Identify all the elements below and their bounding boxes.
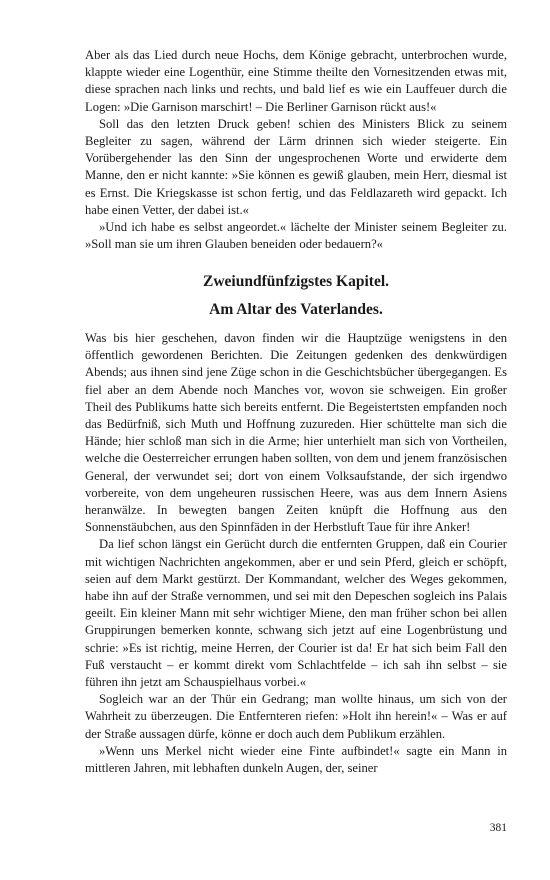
paragraph: »Wenn uns Merkel nicht wieder eine Finte aufbindet!« sagte ein Mann in mittleren Jahren, mit lebhaften dunkeln Augen, der, seiner (85, 743, 507, 776)
paragraph: Sogleich war an der Thür ein Gedrang; man wollte hinaus, um sich von der Wahrheit zu überzeugen. Die Entfernteren riefen: »Holt ihn herein!« – Was er auf der Straße aussagen dürfe, könne er doch auch dem Publikum erzählen. (85, 692, 507, 741)
paragraph: Was bis hier geschehen, davon finden wir die Hauptzüge wenigstens in den öffentlich gewordenen Berichten. Die Zeitungen gedenken des denkwürdigen Abends; aus ihnen sind jene Züge schon in die Geschichtsbücher übergegangen. Es fiel aber an dem Abende noch Manches vor, wovon sie schweigen. Ein großer Theil des Publikums hatte sich bereits entfernt. Die Begeistertsten empfanden noch das Bedürfniß, sich Muth und Hoffnung zuzureden. Hier schüttelte man sich die Hände; hier schloß man sich in die Arme; hier unterhielt man sich von Vortheilen, welche die Oesterreicher errungen haben sollten, von dem und jenem französischen General, der verwundet sei; dort von einem Volksaufstande, der sich irgendwo vorbereite, von dem ungeheuren russischen Heere, was aus dem Innern Asiens heranwälze. In bewegten bangen Zeiten knüpft die Hoffnung aus den Sonnenstäubchen, aus den Spinnfäden in der Herbstluft Taue für ihre Anker! (85, 331, 507, 535)
top-text-block (85, 47, 507, 253)
chapter-body (85, 330, 507, 777)
paragraph: Soll das den letzten Druck geben! schien des Ministers Blick zu seinem Begleiter zu sagen, während der Lärm drinnen sich wieder steigerte. Ein Vorübergehender las den Sinn der ungesprochenen Worte und erwiderte dem Manne, den er nicht kannte: »Sie können es gewiß glauben, mein Herr, diesmal ist es Ernst. Die Kriegskasse ist schon fertig, und das Feldlazareth wird gepackt. Ich habe einen Vetter, der dabei ist.« (85, 116, 507, 217)
chapter-title: Zweiundfünfzigstes Kapitel. (202, 273, 389, 290)
chapter-subtitle: Am Altar des Vaterlandes. (209, 301, 383, 318)
page-number: 381 (489, 822, 507, 834)
paragraph: Aber als das Lied durch neue Hochs, dem Könige gebracht, unterbrochen wurde, klappte wieder eine Logenthür, eine Stimme theilte den Vornesitzenden etwas mit, diese sprachen nach links und rechts, und bald lief es wie ein Lauffeuer durch die Logen: »Die Garnison marschirt! – Die Berliner Garnison rückt aus!« (85, 48, 507, 114)
paragraph: »Und ich habe es selbst angeordet.« lächelte der Minister seinem Begleiter zu. »Soll man sie um ihren Glauben beneiden oder bedauern?« (85, 220, 507, 252)
paragraph: Da lief schon längst ein Gerücht durch die entfernten Gruppen, daß ein Courier mit wichtigen Nachrichten angekommen, aber er und sein Pferd, gleich er schöpft, seien auf dem Markt gestürzt. Der Kommandant, welcher des Weges gekommen, habe ihn auf der Straße vernommen, und sei mit den Depeschen sogleich ins Palais geeilt. Ein kleiner Mann mit sehr wichtiger Miene, den man früher schon bei allen Gruppirungen bemerken konnte, schwang sich jetzt auf eine Logenbrüstung und schrie: »Es ist richtig, meine Herren, der Courier ist da! Er hat sich beim Fall den Fuß verstaucht – er kommt direkt vom Schlachtfelde – ich sah ihn selbst – sie führen ihn jetzt am Schauspielhaus vorbei.« (85, 537, 507, 690)
